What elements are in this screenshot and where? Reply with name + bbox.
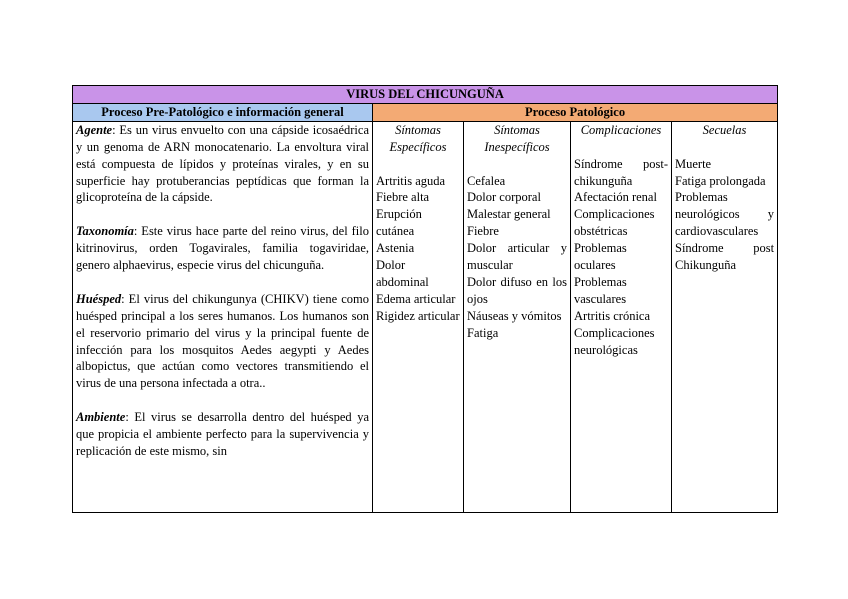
chikungunya-table <box>72 85 778 513</box>
term-label: Agente <box>76 122 113 137</box>
column-sintomas-inespecificos <box>464 121 571 512</box>
paragraph-text: : Es un virus envuelto con una cápside icosaédrica y un genoma de ARN monocatenario. La envoltura viral está compuesta de lípidos y proteínas virales, y en su superficie hay protuberancias peptídicas que forman la glicoproteína de la cápside. <box>76 122 369 205</box>
column-header: Complicaciones <box>580 122 662 137</box>
list-item: Edema articular <box>376 291 456 306</box>
section-header-row <box>73 103 778 121</box>
paragraph-text: : El virus del chikungunya (CHIKV) tiene como huésped principal a los seres humanos. Los humanos son el reservorio primario del virus y la principal fuente de infección para los mosquitos Aedes aegypti y Aedes albopictus, que actúan como vectores transmitiendo el virus de una persona infectada a otra.. <box>76 291 369 391</box>
title-row <box>73 86 778 104</box>
content-row <box>73 121 778 512</box>
column-header: Síntomas Específicos <box>389 122 447 154</box>
list-item: Síndrome post Chikunguña <box>675 241 775 273</box>
list-item: Fiebre alta <box>376 190 430 205</box>
list-item: Fatiga prolongada <box>675 173 766 188</box>
list-item: Artritis crónica <box>574 308 651 323</box>
list-item: Erupción cutánea <box>376 207 422 239</box>
list-item: Dolor articular y muscular <box>467 241 567 273</box>
list-item: Fiebre <box>467 224 499 239</box>
paragraph-text: : El virus se desarrolla dentro del huésped ya que propicia el ambiente perfecto para la supervivencia y replicación de este mismo, sin <box>76 410 369 458</box>
list <box>376 173 460 325</box>
list-item: Problemas oculares <box>574 241 627 273</box>
list-item: Problemas neurológicos y cardiovasculares <box>675 190 775 239</box>
list-item: Dolor abdominal <box>376 258 429 289</box>
table-title: VIRUS DEL CHICUNGUÑA <box>73 86 778 104</box>
list <box>675 156 774 274</box>
term-label: Ambiente <box>76 410 126 425</box>
list-item: Náuseas y vómitos <box>467 308 562 323</box>
paragraph-huesped <box>76 291 369 392</box>
column-secuelas <box>672 121 778 512</box>
list-item: Problemas vasculares <box>574 274 627 306</box>
list-item: Complicaciones obstétricas <box>574 207 655 239</box>
paragraph-taxonomia <box>76 223 369 274</box>
list-item: Astenia <box>376 241 415 256</box>
list-item: Cefalea <box>467 173 506 188</box>
list <box>574 156 668 359</box>
column-header: Secuelas <box>702 122 747 137</box>
paragraph-agente <box>76 122 369 207</box>
paragraph-text: : Este virus hace parte del reino virus, del filo kitrinovirus, orden Togavirales, familia togaviridae, genero alphaevirus, especie virus del chicunguña. <box>76 224 369 273</box>
list <box>467 173 567 342</box>
pre-pathologic-header: Proceso Pre-Patológico e información general <box>73 103 373 121</box>
list-item: Dolor difuso en los ojos <box>467 274 567 306</box>
column-complicaciones <box>571 121 672 512</box>
column-sintomas-especificos <box>373 121 464 512</box>
list-item: Malestar general <box>467 207 551 222</box>
term-label: Huésped <box>76 291 122 306</box>
list-item: Rigidez articular <box>376 308 460 323</box>
term-label: Taxonomía <box>76 224 134 239</box>
pathologic-header: Proceso Patológico <box>373 103 778 121</box>
list-item: Complicaciones neurológicas <box>574 325 655 357</box>
list-item: Dolor corporal <box>467 190 541 205</box>
list-item: Afectación renal <box>574 190 657 205</box>
column-header: Síntomas Inespecíficos <box>484 122 550 154</box>
list-item: Fatiga <box>467 325 499 340</box>
list-item: Artritis aguda <box>376 173 446 188</box>
pre-pathologic-info <box>73 121 373 512</box>
paragraph-ambiente <box>76 409 369 460</box>
list-item: Síndrome post-chikunguña <box>574 156 668 188</box>
list-item: Muerte <box>675 156 712 171</box>
